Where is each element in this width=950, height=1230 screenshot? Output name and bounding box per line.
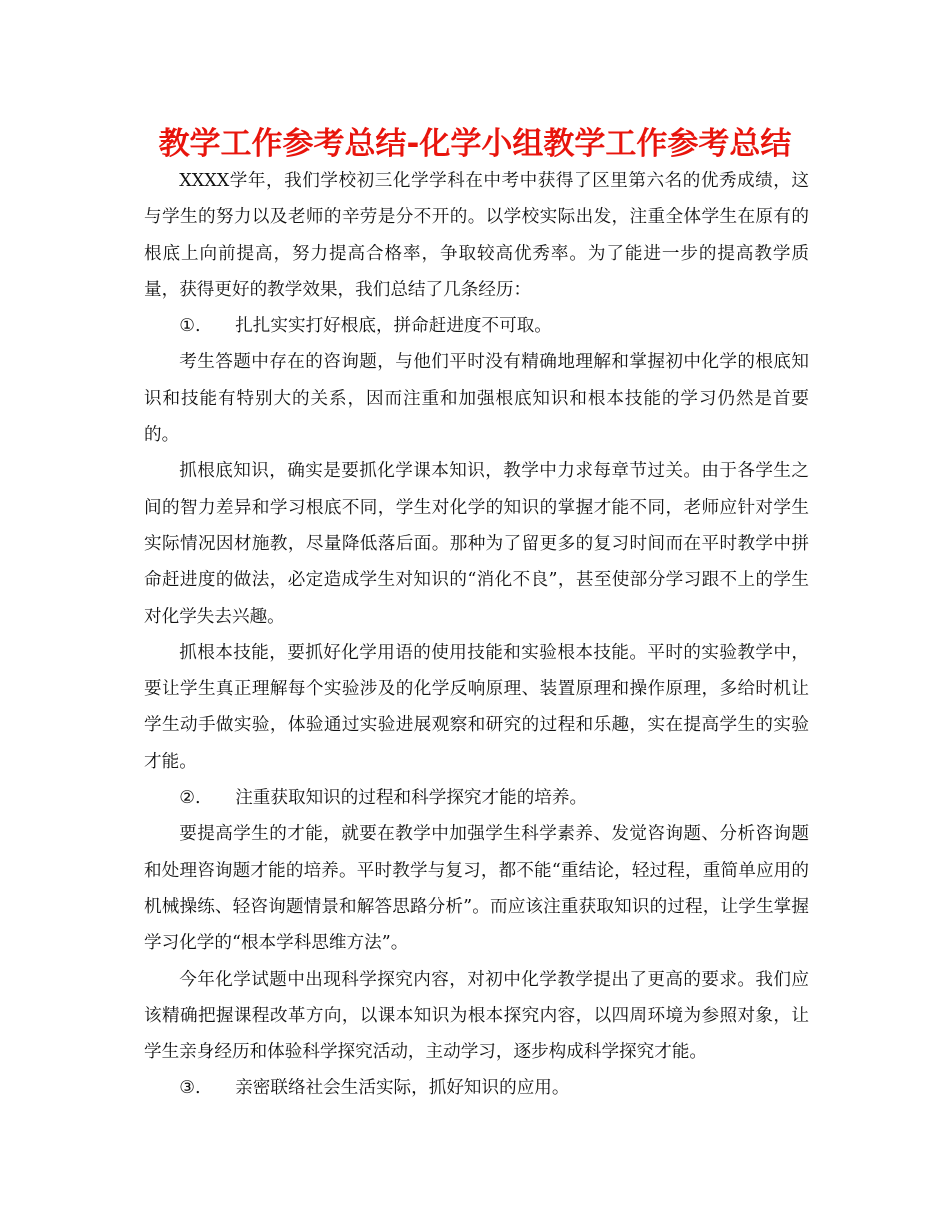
paragraph-5: 要提高学生的才能，就要在教学中加强学生科学素养、发觉咨询题、分析咨询题和处理咨询题才能的培养。平时教学与复习，都不能“重结论，轻过程，重简单应用的机械操练、轻咨询题情景和解答思路分析”。而应该注重获取知识的过程，让学生掌握学习化学的“根本学科思维方法”。 [144,824,809,954]
paragraph-intro: XXXX学年，我们学校初三化学学科在中考中获得了区里第六名的优秀成绩，这与学生的努力以及老师的辛劳是分不开的。以学校实际出发，注重全体学生在原有的根底上向前提高，努力提高合格率，争取较高优秀率。为了能进一步的提高教学质量，获得更好的教学效果，我们总结了几条经历： [144,171,809,300]
paragraph-4: 抓根本技能，要抓好化学用语的使用技能和实验根本技能。平时的实验教学中，要让学生真正理解每个实验涉及的化学反响原理、装置原理和操作原理，多给时机让学生动手做实验，体验通过实验进展观察和研究的过程和乐趣，实在提高学生的实验才能。 [144,642,809,772]
document-title: 教学工作参考总结-化学小组教学工作参考总结 [158,126,792,162]
section-number-1: ①. [179,316,201,337]
section-heading-2 [144,780,809,816]
section-number-2: ②. [179,788,201,809]
section-heading-3-text: 亲密联络社会生活实际，抓好知识的应用。 [235,1078,570,1099]
section-heading-1 [144,308,809,344]
paragraph-2: 考生答题中存在的咨询题，与他们平时没有精确地理解和掌握初中化学的根底知识和技能有特别大的关系，因而注重和加强根底知识和根本技能的学习仍然是首要的。 [144,352,809,446]
paragraph-6: 今年化学试题中出现科学探究内容，对初中化学教学提出了更高的要求。我们应该精确把握课程改革方向，以课本知识为根本探究内容，以四周环境为参照对象，让学生亲身经历和体验科学探究活动，主动学习，逐步构成科学探究才能。 [144,969,809,1063]
document-body [144,163,809,1107]
section-heading-3 [144,1070,809,1106]
section-heading-1-text: 扎扎实实打好根底，拼命赶进度不可取。 [235,316,552,337]
section-heading-2-text: 注重获取知识的过程和科学探究才能的培养。 [235,788,588,809]
paragraph-3: 抓根底知识，确实是要抓化学课本知识，教学中力求每章节过关。由于各学生之间的智力差异和学习根底不同，学生对化学的知识的掌握才能不同，老师应针对学生实际情况因材施教，尽量降低落后面。那种为了留更多的复习时间而在平时教学中拼命赶进度的做法，必定造成学生对知识的“消化不良”，甚至使部分学习跟不上的学生对化学失去兴趣。 [144,461,809,627]
section-number-3: ③. [179,1078,201,1099]
